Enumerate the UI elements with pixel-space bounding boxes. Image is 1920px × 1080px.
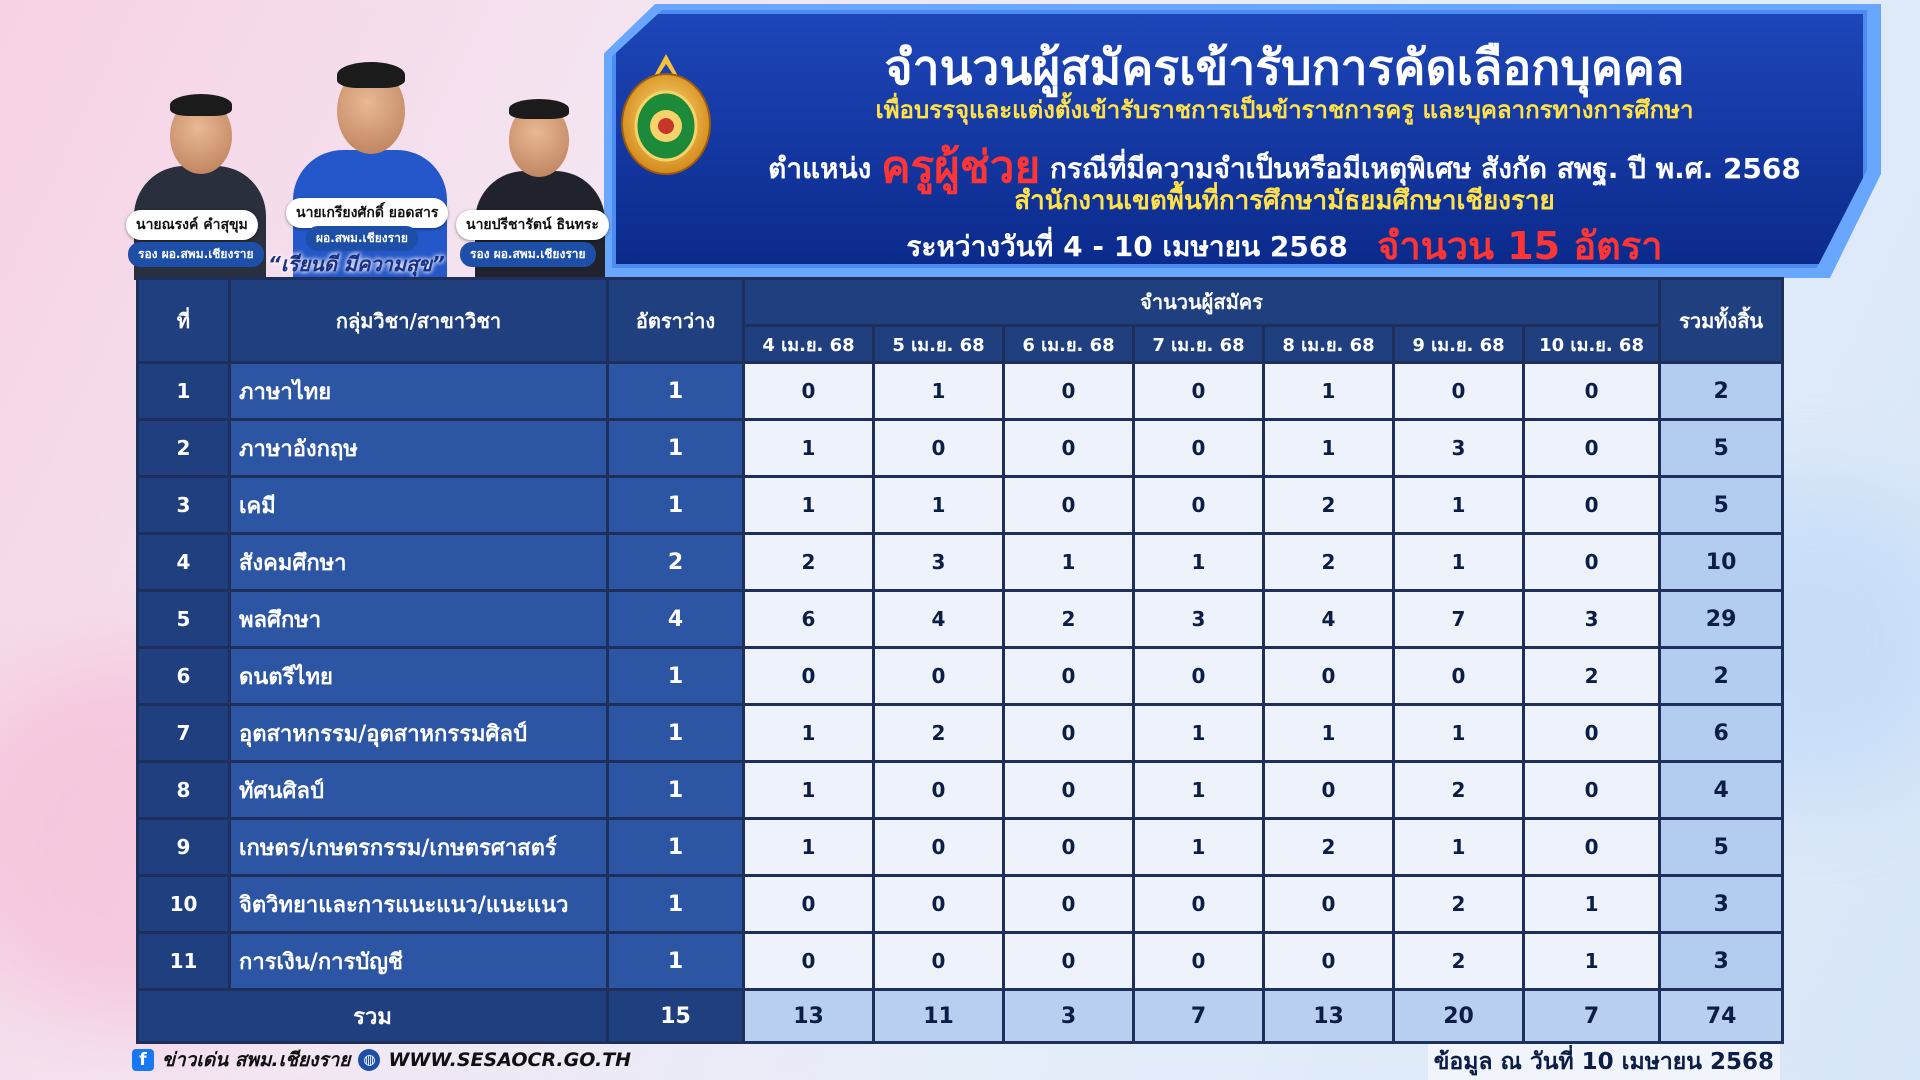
row-total: 3: [1660, 876, 1783, 933]
row-count: 1: [1394, 819, 1524, 876]
row-count: 3: [1524, 591, 1660, 648]
row-count: 0: [1524, 762, 1660, 819]
row-count: 0: [1524, 477, 1660, 534]
vacancy-count: จำนวน 15 อัตรา: [1377, 224, 1663, 268]
row-count: 2: [744, 534, 874, 591]
row-count: 0: [1134, 648, 1264, 705]
row-count: 0: [1524, 534, 1660, 591]
row-index: 1: [138, 363, 230, 420]
totals-count: 13: [1264, 990, 1394, 1043]
row-count: 1: [1264, 420, 1394, 477]
row-subject: การเงิน/การบัญชี: [230, 933, 608, 990]
row-index: 5: [138, 591, 230, 648]
row-count: 1: [1394, 705, 1524, 762]
row-vacancy: 1: [608, 819, 744, 876]
header-subject: กลุ่มวิชา/สาขาวิชา: [230, 279, 608, 363]
row-index: 10: [138, 876, 230, 933]
row-count: 1: [1524, 933, 1660, 990]
row-count: 0: [1004, 648, 1134, 705]
person-right-role: รอง ผอ.สพม.เชียงราย: [460, 242, 596, 267]
footer-social: [132, 1045, 631, 1075]
person-center-role: ผอ.สพม.เชียงราย: [306, 226, 418, 251]
row-count: 1: [744, 762, 874, 819]
row-count: 6: [744, 591, 874, 648]
table-row: [138, 477, 1783, 534]
row-total: 5: [1660, 819, 1783, 876]
row-count: 0: [1264, 876, 1394, 933]
row-count: 0: [874, 819, 1004, 876]
row-count: 0: [1134, 477, 1264, 534]
row-subject: ทัศนศิลป์: [230, 762, 608, 819]
row-vacancy: 1: [608, 762, 744, 819]
totals-count: 3: [1004, 990, 1134, 1043]
row-index: 11: [138, 933, 230, 990]
row-subject: ดนตรีไทย: [230, 648, 608, 705]
row-vacancy: 4: [608, 591, 744, 648]
totals-row: [138, 990, 1783, 1043]
row-count: 0: [1524, 705, 1660, 762]
row-index: 9: [138, 819, 230, 876]
row-vacancy: 1: [608, 705, 744, 762]
row-count: 1: [1134, 819, 1264, 876]
table-row: [138, 591, 1783, 648]
banner-subtitle-1: เพื่อบรรจุและแต่งตั้งเข้ารับราชการเป็นข้าราชการครู และบุคลากรทางการศึกษา: [875, 96, 1694, 124]
person-center-name: นายเกรียงศักดิ์ ยอดสาร: [286, 198, 448, 228]
row-count: 0: [874, 648, 1004, 705]
row-subject: เกษตร/เกษตรกรรม/เกษตรศาสตร์: [230, 819, 608, 876]
table-row: [138, 705, 1783, 762]
row-count: 2: [1394, 933, 1524, 990]
row-count: 0: [1524, 819, 1660, 876]
person-left-name: นายณรงค์ คำสุขุม: [126, 210, 258, 240]
row-index: 4: [138, 534, 230, 591]
date-range: ระหว่างวันที่ 4 - 10 เมษายน 2568: [906, 230, 1348, 263]
row-count: 0: [1004, 477, 1134, 534]
totals-count: 20: [1394, 990, 1524, 1043]
header-date: 4 เม.ย. 68: [744, 326, 874, 363]
totals-count: 13: [744, 990, 874, 1043]
row-count: 0: [1134, 876, 1264, 933]
globe-icon: ◍: [358, 1049, 380, 1071]
row-count: 0: [1524, 363, 1660, 420]
row-index: 2: [138, 420, 230, 477]
totals-vacancy: 15: [608, 990, 744, 1043]
row-count: 0: [744, 648, 874, 705]
row-total: 6: [1660, 705, 1783, 762]
header-date: 10 เม.ย. 68: [1524, 326, 1660, 363]
row-total: 5: [1660, 477, 1783, 534]
facebook-icon[interactable]: f: [132, 1049, 154, 1071]
row-count: 2: [1004, 591, 1134, 648]
row-subject: ภาษาไทย: [230, 363, 608, 420]
row-count: 0: [874, 876, 1004, 933]
row-count: 1: [1004, 534, 1134, 591]
row-count: 3: [874, 534, 1004, 591]
row-total: 29: [1660, 591, 1783, 648]
table-row: [138, 762, 1783, 819]
row-vacancy: 1: [608, 933, 744, 990]
header-date: 8 เม.ย. 68: [1264, 326, 1394, 363]
row-count: 0: [744, 933, 874, 990]
row-vacancy: 1: [608, 363, 744, 420]
row-count: 0: [1524, 420, 1660, 477]
row-vacancy: 1: [608, 648, 744, 705]
row-count: 1: [744, 705, 874, 762]
applicants-table: [136, 277, 1781, 1044]
person-right-name: นายปรีชารัตน์ ธินทระ: [456, 210, 609, 240]
totals-count: 7: [1524, 990, 1660, 1043]
row-index: 7: [138, 705, 230, 762]
row-count: 1: [874, 477, 1004, 534]
row-count: 2: [1264, 534, 1394, 591]
row-count: 1: [1394, 477, 1524, 534]
row-subject: เคมี: [230, 477, 608, 534]
totals-grand: 74: [1660, 990, 1783, 1043]
row-count: 0: [1004, 762, 1134, 819]
header-vacancy: อัตราว่าง: [608, 279, 744, 363]
row-total: 2: [1660, 648, 1783, 705]
banner-subtitle-4: [722, 215, 1847, 276]
row-count: 0: [1134, 420, 1264, 477]
position-prefix: ตำแหน่ง: [768, 152, 872, 185]
row-count: 1: [1264, 705, 1394, 762]
row-count: 1: [1134, 705, 1264, 762]
row-total: 5: [1660, 420, 1783, 477]
row-total: 3: [1660, 933, 1783, 990]
row-count: 0: [1004, 363, 1134, 420]
row-count: 0: [874, 420, 1004, 477]
row-count: 1: [1134, 534, 1264, 591]
totals-count: 7: [1134, 990, 1264, 1043]
row-count: 0: [1264, 648, 1394, 705]
row-subject: ภาษาอังกฤษ: [230, 420, 608, 477]
row-count: 1: [1524, 876, 1660, 933]
row-vacancy: 1: [608, 876, 744, 933]
row-count: 0: [1004, 933, 1134, 990]
position-suffix: กรณีที่มีความจำเป็นหรือมีเหตุพิเศษ สังกัด สพฐ. ปี พ.ศ. 2568: [1050, 152, 1801, 185]
row-count: 0: [1004, 705, 1134, 762]
table-row: [138, 363, 1783, 420]
totals-label: รวม: [138, 990, 608, 1043]
row-index: 3: [138, 477, 230, 534]
table-row: [138, 534, 1783, 591]
table-row: [138, 876, 1783, 933]
data-as-of: ข้อมูล ณ วันที่ 10 เมษายน 2568: [1428, 1044, 1780, 1080]
header-date: 5 เม.ย. 68: [874, 326, 1004, 363]
row-count: 0: [874, 933, 1004, 990]
row-vacancy: 2: [608, 534, 744, 591]
website-link[interactable]: WWW.SESAOCR.GO.TH: [388, 1049, 632, 1071]
table-row: [138, 819, 1783, 876]
row-total: 4: [1660, 762, 1783, 819]
facebook-page-link[interactable]: ข่าวเด่น สพม.เชียงราย: [162, 1049, 351, 1071]
row-count: 0: [1134, 363, 1264, 420]
header-date: 9 เม.ย. 68: [1394, 326, 1524, 363]
row-count: 4: [1264, 591, 1394, 648]
row-index: 8: [138, 762, 230, 819]
person-left-role: รอง ผอ.สพม.เชียงราย: [128, 242, 264, 267]
totals-count: 11: [874, 990, 1004, 1043]
banner-subtitle-3: สำนักงานเขตพื้นที่การศึกษามัธยมศึกษาเชียงราย: [1014, 186, 1555, 216]
row-count: 0: [1004, 420, 1134, 477]
row-vacancy: 1: [608, 420, 744, 477]
row-count: 0: [1264, 762, 1394, 819]
row-count: 3: [1134, 591, 1264, 648]
row-count: 1: [874, 363, 1004, 420]
row-count: 1: [1134, 762, 1264, 819]
row-count: 2: [1264, 819, 1394, 876]
row-count: 2: [1524, 648, 1660, 705]
table-row: [138, 648, 1783, 705]
row-total: 2: [1660, 363, 1783, 420]
row-total: 10: [1660, 534, 1783, 591]
row-subject: สังคมศึกษา: [230, 534, 608, 591]
row-count: 0: [744, 876, 874, 933]
row-count: 2: [1264, 477, 1394, 534]
row-count: 1: [1394, 534, 1524, 591]
row-count: 7: [1394, 591, 1524, 648]
row-count: 0: [1004, 876, 1134, 933]
table-row: [138, 933, 1783, 990]
row-count: 1: [744, 477, 874, 534]
position-name: ครูผู้ช่วย: [881, 142, 1041, 193]
table-row: [138, 420, 1783, 477]
row-count: 0: [1394, 648, 1524, 705]
row-count: 0: [744, 363, 874, 420]
row-subject: พลศึกษา: [230, 591, 608, 648]
row-count: 3: [1394, 420, 1524, 477]
header-applicants: จำนวนผู้สมัคร: [744, 279, 1660, 326]
header-date: 6 เม.ย. 68: [1004, 326, 1134, 363]
row-subject: อุตสาหกรรม/อุตสาหกรรมศิลป์: [230, 705, 608, 762]
row-count: 0: [874, 762, 1004, 819]
row-count: 1: [1264, 363, 1394, 420]
banner-title: จำนวนผู้สมัครเข้ารับการคัดเลือกบุคคล: [884, 40, 1685, 96]
header-index: ที่: [138, 279, 230, 363]
executives-photo-group: [120, 20, 620, 280]
row-count: 0: [1264, 933, 1394, 990]
row-count: 2: [1394, 762, 1524, 819]
row-count: 0: [1394, 363, 1524, 420]
row-count: 1: [744, 819, 874, 876]
row-count: 2: [874, 705, 1004, 762]
slogan: “เรียนดี มีความสุข”: [268, 252, 445, 276]
row-count: 1: [744, 420, 874, 477]
header-date: 7 เม.ย. 68: [1134, 326, 1264, 363]
header-total: รวมทั้งสิ้น: [1660, 279, 1783, 363]
row-vacancy: 1: [608, 477, 744, 534]
title-banner: [612, 10, 1867, 268]
row-count: 4: [874, 591, 1004, 648]
row-subject: จิตวิทยาและการแนะแนว/แนะแนว: [230, 876, 608, 933]
row-index: 6: [138, 648, 230, 705]
row-count: 0: [1134, 933, 1264, 990]
row-count: 2: [1394, 876, 1524, 933]
obec-seal-icon: [618, 50, 714, 180]
row-count: 0: [1004, 819, 1134, 876]
